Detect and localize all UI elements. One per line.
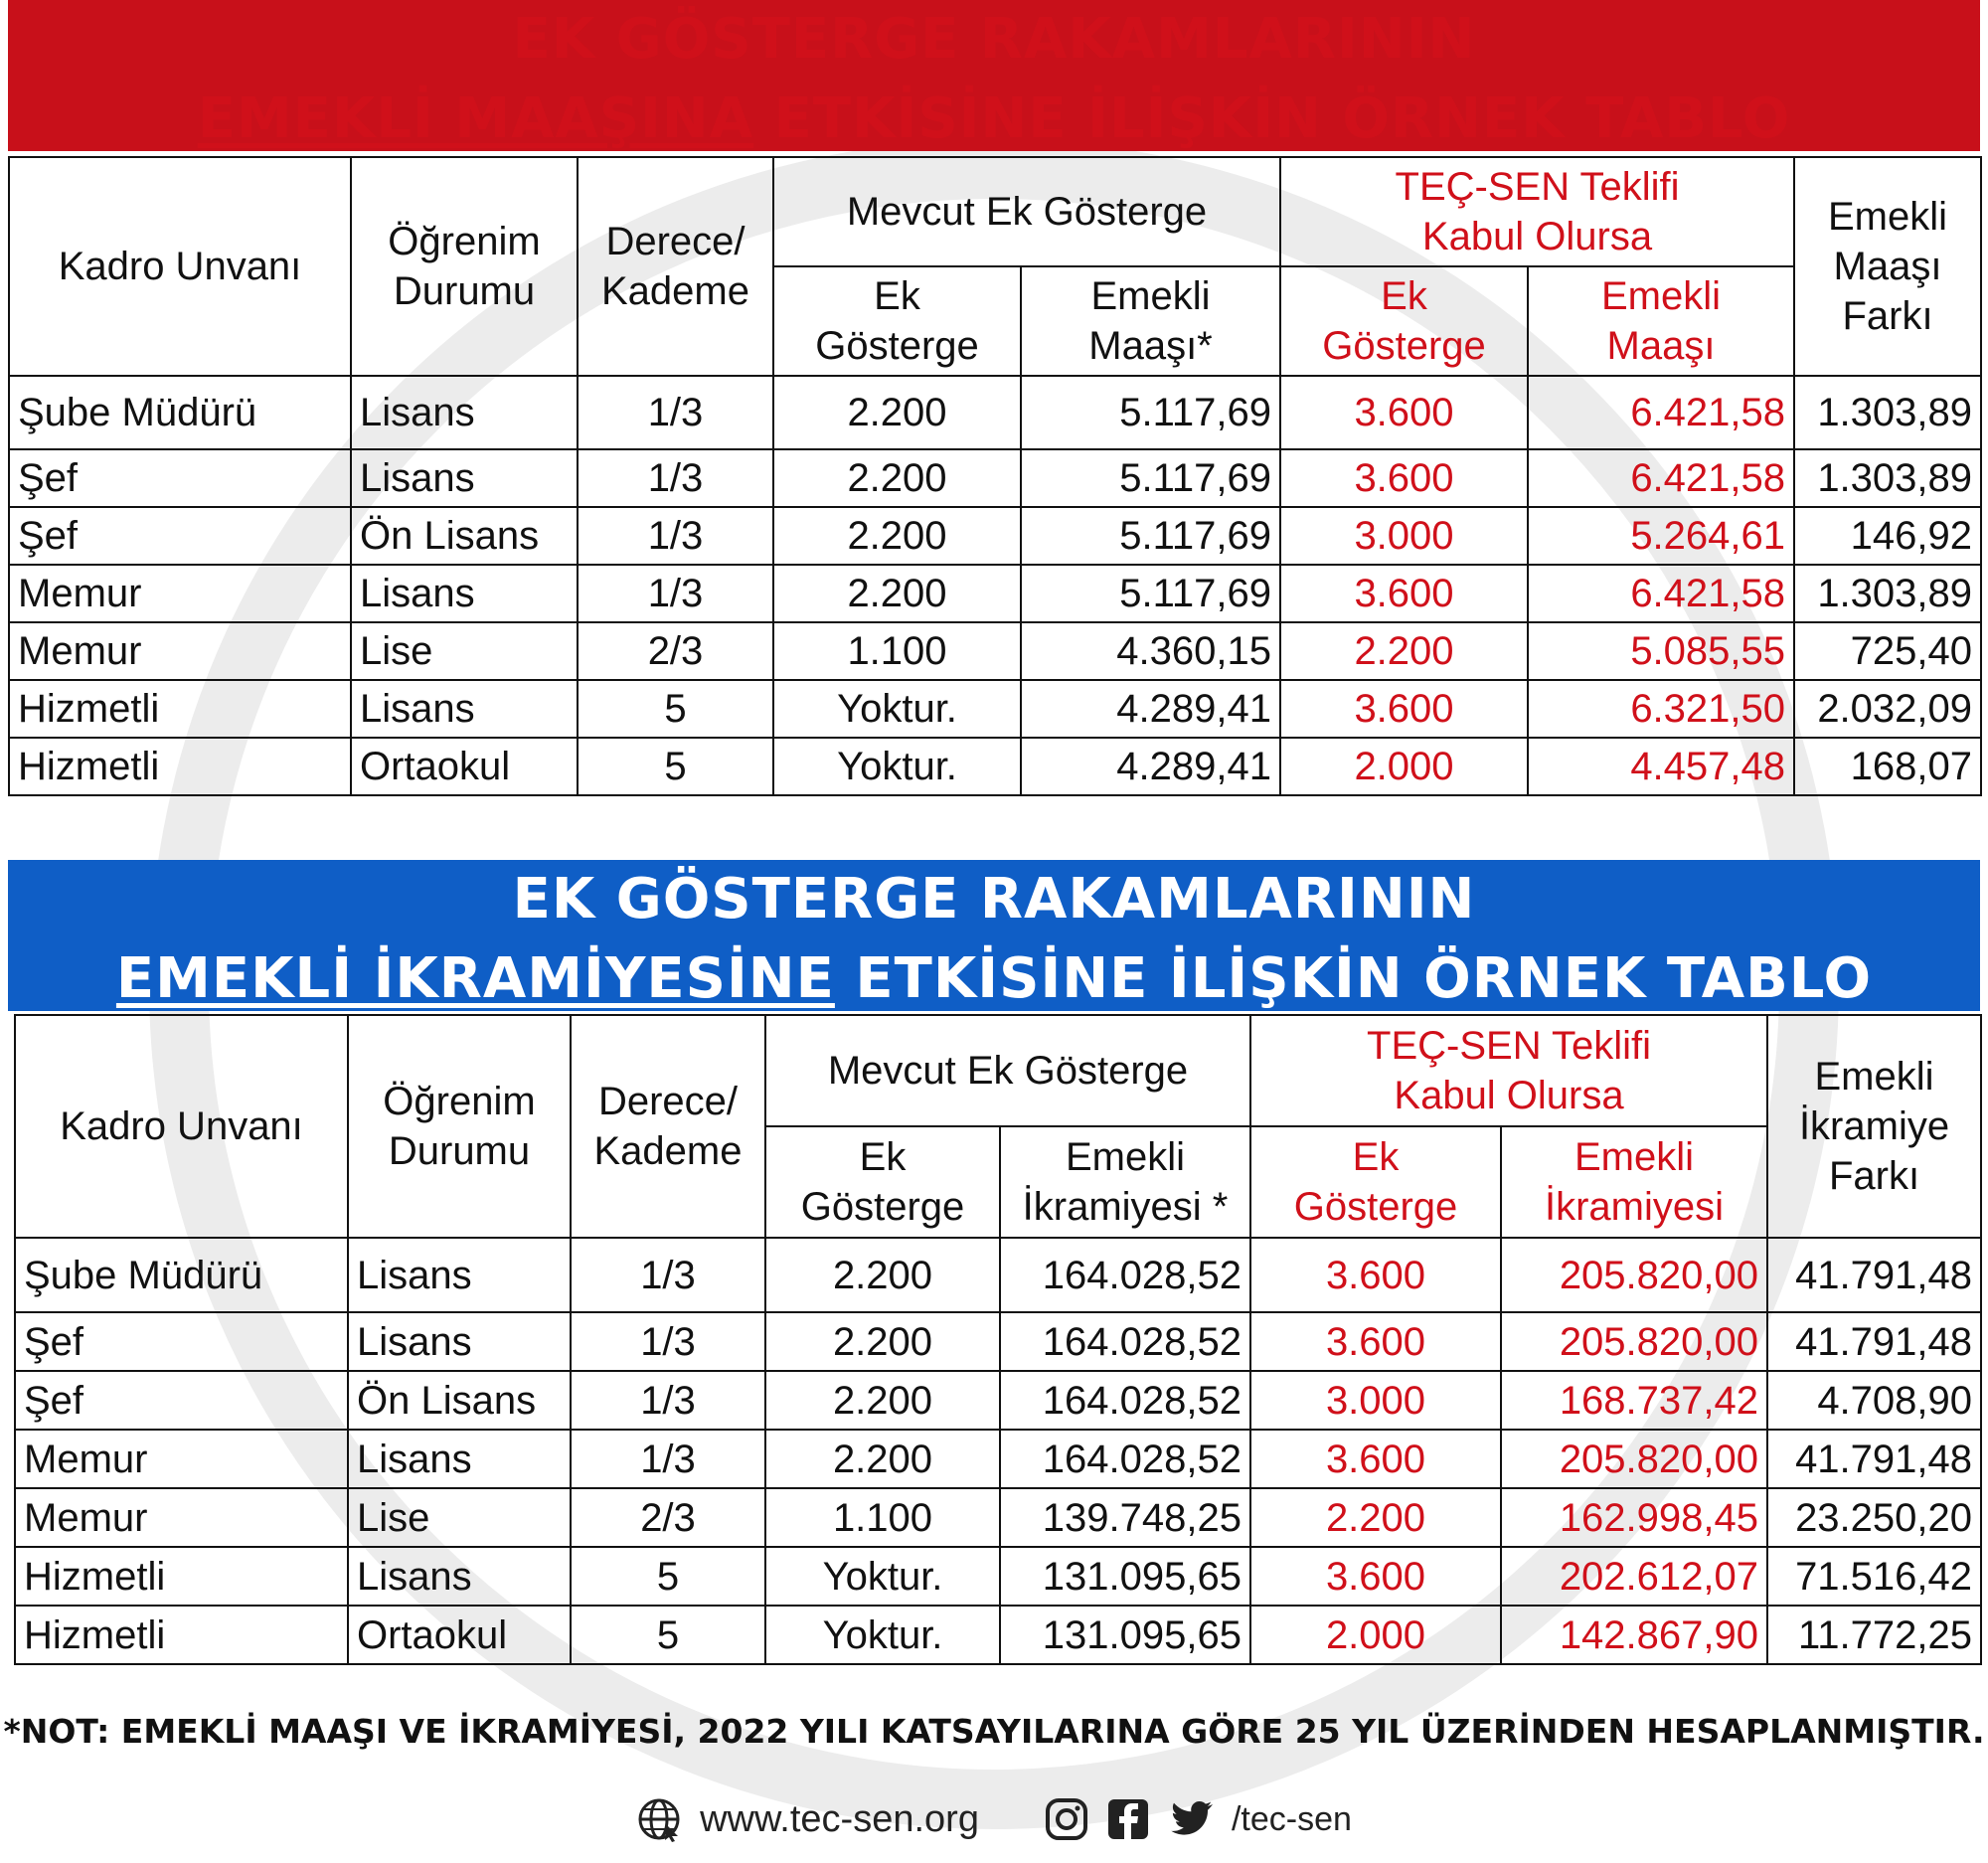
- cell-derece-kademe: 5: [571, 1606, 765, 1664]
- table-row: [15, 1371, 1981, 1430]
- cell-mevcut-emekli-deger: 164.028,52: [1000, 1430, 1250, 1488]
- banner-pension-salary: [8, 0, 1980, 151]
- cell-teklif-emekli-deger: 162.998,45: [1501, 1488, 1767, 1547]
- header-teklif-emekli-maasi: Emekli Maaşı: [1528, 266, 1794, 376]
- cell-kadro-unvani: Memur: [15, 1488, 348, 1547]
- cell-kadro-unvani: Hizmetli: [15, 1606, 348, 1664]
- cell-mevcut-emekli-deger: 5.117,69: [1021, 565, 1280, 622]
- table-row: [9, 738, 1981, 795]
- cell-mevcut-emekli-deger: 139.748,25: [1000, 1488, 1250, 1547]
- cell-teklif-ek-gosterge: 2.000: [1280, 738, 1528, 795]
- cell-emekli-farki: 1.303,89: [1794, 449, 1981, 507]
- cell-ogrenim-durumu: Lisans: [348, 1430, 571, 1488]
- cell-derece-kademe: 1/3: [571, 1312, 765, 1371]
- table-row: [15, 1488, 1981, 1547]
- cell-mevcut-ek-gosterge: 2.200: [765, 1238, 1000, 1312]
- cell-ogrenim-durumu: Ortaokul: [348, 1606, 571, 1664]
- cell-mevcut-emekli-deger: 5.117,69: [1021, 376, 1280, 449]
- header-derece: Derece/ Kademe: [571, 1015, 765, 1238]
- twitter-icon[interactable]: [1168, 1799, 1214, 1839]
- cell-kadro-unvani: Hizmetli: [9, 680, 351, 738]
- cell-kadro-unvani: Şef: [9, 449, 351, 507]
- pension-salary-table: [8, 156, 1982, 796]
- cell-emekli-farki: 11.772,25: [1767, 1606, 1981, 1664]
- cell-teklif-emekli-deger: 6.321,50: [1528, 680, 1794, 738]
- cell-derece-kademe: 1/3: [571, 1430, 765, 1488]
- cell-derece-kademe: 2/3: [571, 1488, 765, 1547]
- cell-teklif-emekli-deger: 5.085,55: [1528, 622, 1794, 680]
- cell-teklif-emekli-deger: 168.737,42: [1501, 1371, 1767, 1430]
- cell-ogrenim-durumu: Lisans: [348, 1238, 571, 1312]
- cell-mevcut-ek-gosterge: Yoktur.: [765, 1606, 1000, 1664]
- table-row: [15, 1547, 1981, 1606]
- cell-mevcut-ek-gosterge: 2.200: [765, 1430, 1000, 1488]
- pension-bonus-table: [14, 1014, 1982, 1665]
- banner-pension-bonus: [8, 860, 1980, 1011]
- table-row: [15, 1606, 1981, 1664]
- cell-mevcut-emekli-deger: 164.028,52: [1000, 1238, 1250, 1312]
- cell-mevcut-ek-gosterge: 1.100: [765, 1488, 1000, 1547]
- cell-derece-kademe: 1/3: [571, 1238, 765, 1312]
- cell-emekli-farki: 146,92: [1794, 507, 1981, 565]
- cell-teklif-emekli-deger: 5.264,61: [1528, 507, 1794, 565]
- cell-mevcut-ek-gosterge: 2.200: [773, 565, 1021, 622]
- cell-emekli-farki: 71.516,42: [1767, 1547, 1981, 1606]
- cell-mevcut-ek-gosterge: 2.200: [773, 376, 1021, 449]
- globe-icon: [636, 1796, 682, 1842]
- cell-teklif-ek-gosterge: 3.600: [1280, 376, 1528, 449]
- table-row: [9, 507, 1981, 565]
- table-row: [15, 1312, 1981, 1371]
- cell-teklif-ek-gosterge: 2.000: [1250, 1606, 1501, 1664]
- cell-emekli-farki: 1.303,89: [1794, 565, 1981, 622]
- cell-teklif-emekli-deger: 202.612,07: [1501, 1547, 1767, 1606]
- cell-mevcut-ek-gosterge: 1.100: [773, 622, 1021, 680]
- cell-ogrenim-durumu: Lise: [351, 622, 578, 680]
- header-teklif-emekli-ikramiyesi: Emekli İkramiyesi: [1501, 1126, 1767, 1238]
- cell-mevcut-emekli-deger: 5.117,69: [1021, 507, 1280, 565]
- facebook-icon[interactable]: [1106, 1797, 1150, 1841]
- cell-mevcut-ek-gosterge: 2.200: [765, 1312, 1000, 1371]
- cell-mevcut-ek-gosterge: Yoktur.: [773, 738, 1021, 795]
- cell-teklif-ek-gosterge: 3.600: [1280, 565, 1528, 622]
- cell-ogrenim-durumu: Lisans: [351, 376, 578, 449]
- cell-teklif-ek-gosterge: 2.200: [1280, 622, 1528, 680]
- cell-kadro-unvani: Şef: [15, 1371, 348, 1430]
- cell-derece-kademe: 5: [571, 1547, 765, 1606]
- cell-teklif-emekli-deger: 205.820,00: [1501, 1238, 1767, 1312]
- cell-ogrenim-durumu: Ön Lisans: [348, 1371, 571, 1430]
- cell-teklif-ek-gosterge: 2.200: [1250, 1488, 1501, 1547]
- cell-teklif-ek-gosterge: 3.600: [1250, 1430, 1501, 1488]
- cell-teklif-ek-gosterge: 3.600: [1280, 680, 1528, 738]
- cell-mevcut-emekli-deger: 5.117,69: [1021, 449, 1280, 507]
- cell-mevcut-emekli-deger: 164.028,52: [1000, 1312, 1250, 1371]
- header-ogrenim: Öğrenim Durumu: [348, 1015, 571, 1238]
- cell-emekli-farki: 41.791,48: [1767, 1238, 1981, 1312]
- table-row: [15, 1430, 1981, 1488]
- cell-teklif-emekli-deger: 6.421,58: [1528, 449, 1794, 507]
- cell-mevcut-ek-gosterge: Yoktur.: [773, 680, 1021, 738]
- cell-kadro-unvani: Memur: [15, 1430, 348, 1488]
- cell-mevcut-emekli-deger: 131.095,65: [1000, 1547, 1250, 1606]
- cell-kadro-unvani: Şube Müdürü: [9, 376, 351, 449]
- cell-mevcut-ek-gosterge: 2.200: [765, 1371, 1000, 1430]
- header-teklif-ek-gosterge: Ek Gösterge: [1250, 1126, 1501, 1238]
- footer: [0, 1789, 1988, 1849]
- header-teklif: TEÇ-SEN Teklifi Kabul Olursa: [1250, 1015, 1767, 1126]
- cell-kadro-unvani: Şef: [15, 1312, 348, 1371]
- cell-teklif-emekli-deger: 6.421,58: [1528, 565, 1794, 622]
- cell-kadro-unvani: Hizmetli: [15, 1547, 348, 1606]
- header-kadro: Kadro Unvanı: [15, 1015, 348, 1238]
- cell-derece-kademe: 1/3: [578, 376, 773, 449]
- banner-title-underlined: EMEKLİ İKRAMİYESİNE: [115, 946, 835, 1011]
- banner-title-rest: ETKİSİNE İLİŞKİN ÖRNEK TABLO: [773, 86, 1791, 151]
- cell-teklif-emekli-deger: 205.820,00: [1501, 1430, 1767, 1488]
- cell-mevcut-emekli-deger: 4.360,15: [1021, 622, 1280, 680]
- table-row: [9, 680, 1981, 738]
- cell-emekli-farki: 725,40: [1794, 622, 1981, 680]
- cell-teklif-emekli-deger: 4.457,48: [1528, 738, 1794, 795]
- cell-ogrenim-durumu: Lisans: [351, 449, 578, 507]
- table-row: [15, 1238, 1981, 1312]
- banner-title-rest: ETKİSİNE İLİŞKİN ÖRNEK TABLO: [855, 946, 1873, 1011]
- cell-emekli-farki: 41.791,48: [1767, 1312, 1981, 1371]
- header-mevcut: Mevcut Ek Gösterge: [773, 157, 1280, 266]
- cell-mevcut-ek-gosterge: 2.200: [773, 449, 1021, 507]
- banner-title-line2: [8, 80, 1980, 159]
- table-row: [9, 622, 1981, 680]
- cell-emekli-farki: 41.791,48: [1767, 1430, 1981, 1488]
- table-row: [9, 565, 1981, 622]
- cell-emekli-farki: 4.708,90: [1767, 1371, 1981, 1430]
- cell-emekli-farki: 2.032,09: [1794, 680, 1981, 738]
- cell-ogrenim-durumu: Lise: [348, 1488, 571, 1547]
- header-teklif: TEÇ-SEN Teklifi Kabul Olursa: [1280, 157, 1794, 266]
- header-derece: Derece/ Kademe: [578, 157, 773, 376]
- cell-teklif-ek-gosterge: 3.600: [1250, 1238, 1501, 1312]
- banner-title-line1: EK GÖSTERGE RAKAMLARININ: [512, 7, 1476, 72]
- cell-derece-kademe: 5: [578, 680, 773, 738]
- cell-emekli-farki: 168,07: [1794, 738, 1981, 795]
- cell-ogrenim-durumu: Lisans: [348, 1547, 571, 1606]
- cell-teklif-ek-gosterge: 3.600: [1250, 1312, 1501, 1371]
- cell-derece-kademe: 2/3: [578, 622, 773, 680]
- cell-ogrenim-durumu: Lisans: [348, 1312, 571, 1371]
- banner-title-underlined: EMEKLİ MAAŞINA: [197, 86, 754, 151]
- banner-title-line1: EK GÖSTERGE RAKAMLARININ: [512, 867, 1476, 932]
- header-ek-gosterge: Ek Gösterge: [773, 266, 1021, 376]
- cell-derece-kademe: 1/3: [578, 449, 773, 507]
- cell-derece-kademe: 1/3: [571, 1371, 765, 1430]
- cell-teklif-ek-gosterge: 3.600: [1250, 1547, 1501, 1606]
- header-kadro: Kadro Unvanı: [9, 157, 351, 376]
- banner-title-line2: [8, 939, 1980, 1019]
- cell-teklif-emekli-deger: 6.421,58: [1528, 376, 1794, 449]
- website-link[interactable]: www.tec-sen.org: [700, 1797, 979, 1840]
- header-fark: Emekli İkramiye Farkı: [1767, 1015, 1981, 1238]
- cell-kadro-unvani: Memur: [9, 565, 351, 622]
- cell-teklif-ek-gosterge: 3.000: [1250, 1371, 1501, 1430]
- cell-mevcut-emekli-deger: 131.095,65: [1000, 1606, 1250, 1664]
- header-emekli-maasi: Emekli Maaşı*: [1021, 266, 1280, 376]
- header-emekli-ikramiyesi: Emekli İkramiyesi *: [1000, 1126, 1250, 1238]
- header-fark: Emekli Maaşı Farkı: [1794, 157, 1981, 376]
- cell-derece-kademe: 1/3: [578, 565, 773, 622]
- header-mevcut: Mevcut Ek Gösterge: [765, 1015, 1250, 1126]
- cell-teklif-emekli-deger: 205.820,00: [1501, 1312, 1767, 1371]
- cell-kadro-unvani: Hizmetli: [9, 738, 351, 795]
- cell-mevcut-ek-gosterge: Yoktur.: [765, 1547, 1000, 1606]
- cell-emekli-farki: 23.250,20: [1767, 1488, 1981, 1547]
- header-teklif-ek-gosterge: Ek Gösterge: [1280, 266, 1528, 376]
- cell-kadro-unvani: Şef: [9, 507, 351, 565]
- cell-mevcut-emekli-deger: 4.289,41: [1021, 680, 1280, 738]
- cell-derece-kademe: 1/3: [578, 507, 773, 565]
- cell-derece-kademe: 5: [578, 738, 773, 795]
- cell-mevcut-emekli-deger: 4.289,41: [1021, 738, 1280, 795]
- cell-mevcut-ek-gosterge: 2.200: [773, 507, 1021, 565]
- table-row: [9, 376, 1981, 449]
- cell-ogrenim-durumu: Ön Lisans: [351, 507, 578, 565]
- cell-teklif-ek-gosterge: 3.000: [1280, 507, 1528, 565]
- cell-teklif-ek-gosterge: 3.600: [1280, 449, 1528, 507]
- header-ogrenim: Öğrenim Durumu: [351, 157, 578, 376]
- cell-kadro-unvani: Memur: [9, 622, 351, 680]
- cell-kadro-unvani: Şube Müdürü: [15, 1238, 348, 1312]
- cell-teklif-emekli-deger: 142.867,90: [1501, 1606, 1767, 1664]
- cell-emekli-farki: 1.303,89: [1794, 376, 1981, 449]
- footnote: *NOT: EMEKLİ MAAŞI VE İKRAMİYESİ, 2022 YILI KATSAYILARINA GÖRE 25 YIL ÜZERİNDEN HESAPLANMIŞTIR.: [3, 1712, 1985, 1751]
- social-handle[interactable]: /tec-sen: [1231, 1799, 1352, 1838]
- header-ek-gosterge: Ek Gösterge: [765, 1126, 1000, 1238]
- table-row: [9, 449, 1981, 507]
- cell-ogrenim-durumu: Ortaokul: [351, 738, 578, 795]
- cell-mevcut-emekli-deger: 164.028,52: [1000, 1371, 1250, 1430]
- cell-ogrenim-durumu: Lisans: [351, 680, 578, 738]
- cell-ogrenim-durumu: Lisans: [351, 565, 578, 622]
- instagram-icon[interactable]: [1045, 1797, 1088, 1841]
